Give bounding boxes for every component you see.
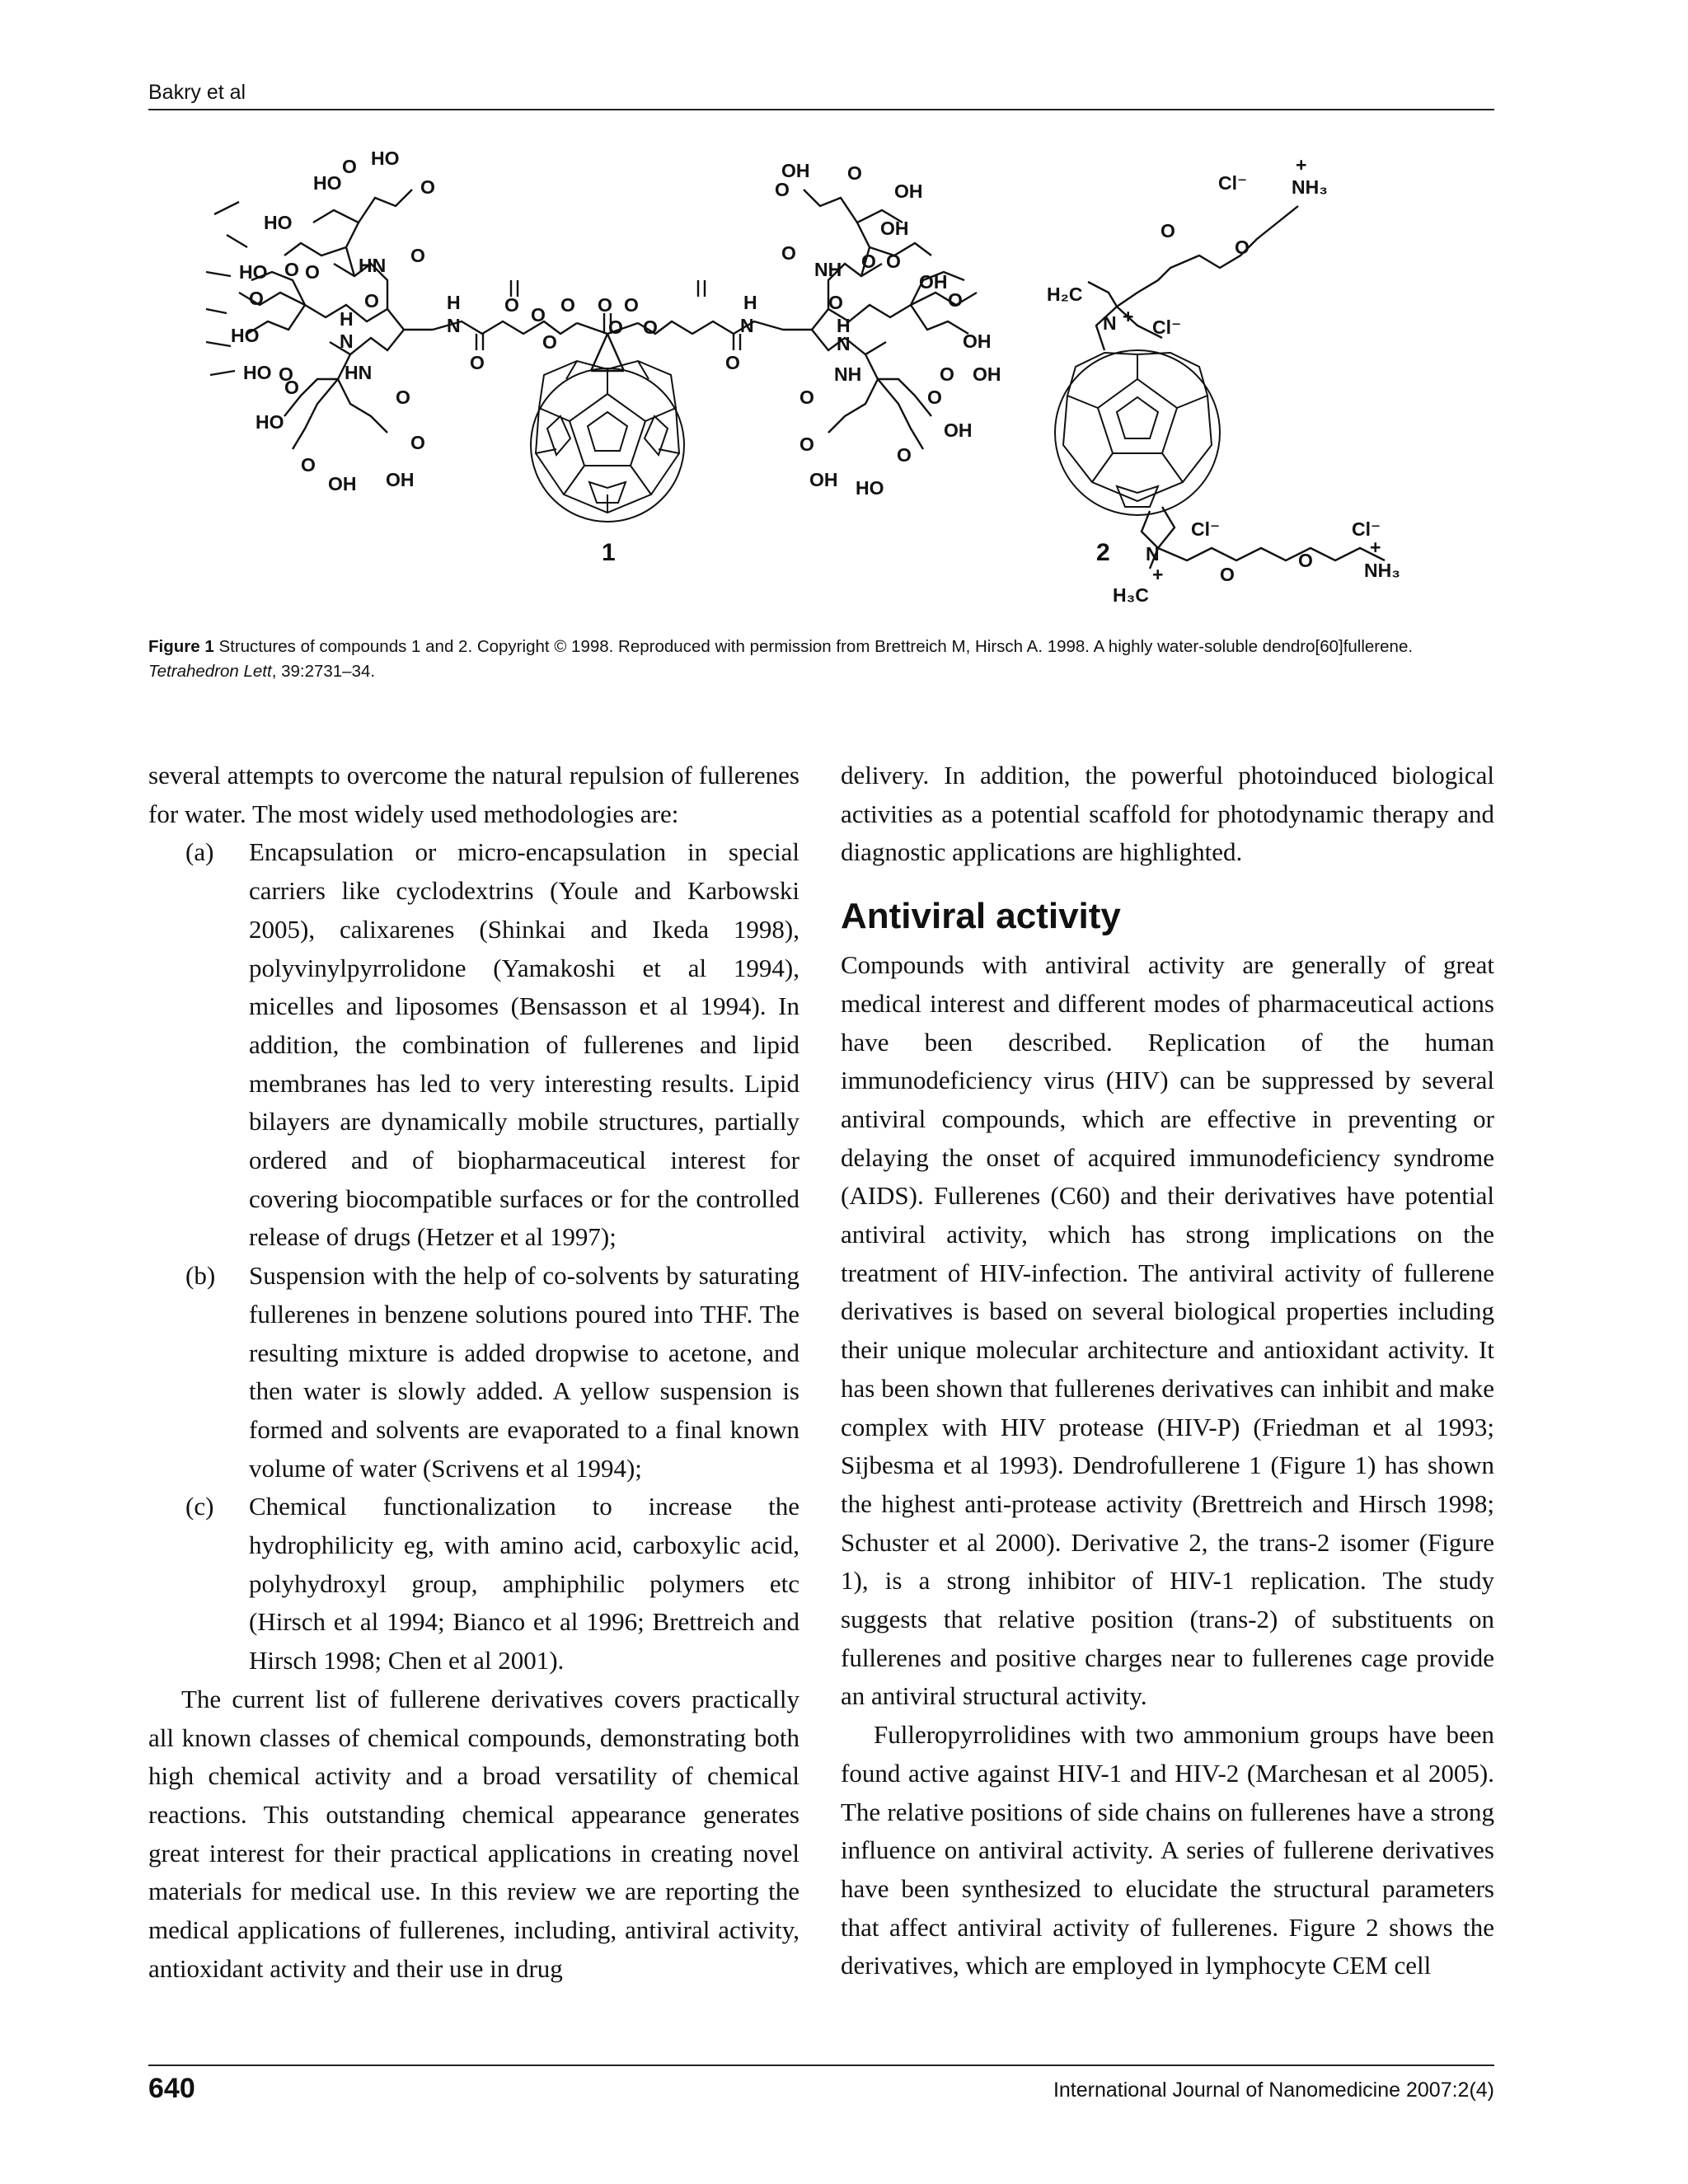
atom-label: OH xyxy=(880,218,909,239)
chemical-structures-diagram xyxy=(148,132,1494,626)
atom-label: OH xyxy=(919,271,948,293)
atom-label: O xyxy=(598,294,612,316)
atom-label: HO xyxy=(371,148,400,169)
list-item-b xyxy=(148,1257,799,1488)
atom-label: N xyxy=(837,333,851,354)
section-heading: Antiviral activity xyxy=(841,896,1121,937)
atom-label: + xyxy=(1370,537,1381,558)
compound-2-label: 2 xyxy=(1096,539,1110,566)
atom-label: H₃C xyxy=(1113,584,1149,606)
intro-paragraph: several attempts to overcome the natural repulsion of fullerenes for water. The most widely used methodologies are: xyxy=(148,761,799,828)
atom-label: O xyxy=(828,292,843,313)
atom-label: N xyxy=(1146,543,1160,565)
header-rule xyxy=(148,109,1494,110)
figure-caption-label: Figure 1 xyxy=(148,637,214,656)
atom-label: HO xyxy=(256,411,284,433)
figure-caption-text: Structures of compounds 1 and 2. Copyright © 1998. Reproduced with permission from Brettreich M, Hirsch A. 1998. A highly water-soluble dendro[60]fullerene. xyxy=(218,637,1414,656)
list-item-text: Suspension with the help of co-solvents by saturating fullerenes in benzene solutions poured into THF. The resulting mixture is added dropwise to acetone, and then water is slowly added. A yellow suspension is formed and solvents are evaporated to a final known volume of water (Scrivens et al 1994); xyxy=(249,1261,799,1483)
list-item-label: (a) xyxy=(185,837,214,867)
list-item-label: (b) xyxy=(185,1261,216,1291)
atom-label: O xyxy=(410,432,425,453)
atom-label: OH xyxy=(809,469,838,490)
atom-label: N xyxy=(740,315,754,336)
atom-label: OH xyxy=(963,330,992,352)
atom-label: O xyxy=(847,162,862,184)
atom-label: O xyxy=(948,289,963,311)
atom-label: O xyxy=(624,294,639,316)
running-head: Bakry et al xyxy=(148,81,246,104)
atom-label: O xyxy=(927,387,942,408)
atom-label: O xyxy=(725,352,740,373)
atom-label: O xyxy=(643,316,658,338)
atom-label: HO xyxy=(239,261,268,283)
atom-label: O xyxy=(364,290,379,312)
atom-label: H xyxy=(837,315,851,336)
atom-label: NH xyxy=(834,363,862,385)
atom-label: NH xyxy=(814,259,842,280)
atom-label: HO xyxy=(231,325,260,346)
atom-label: O xyxy=(799,434,814,455)
atom-label: HO xyxy=(856,477,884,499)
atom-label: + xyxy=(1296,154,1307,176)
atom-label: O xyxy=(608,316,623,338)
atom-label: O xyxy=(396,387,410,408)
compound-2-structure xyxy=(1055,206,1385,569)
atom-label: HN xyxy=(345,362,373,383)
figure-1 xyxy=(148,132,1494,626)
figure-caption xyxy=(148,635,1494,684)
atom-label: O xyxy=(940,363,954,385)
atom-label: O xyxy=(531,304,546,326)
atom-label: O xyxy=(284,259,299,280)
atom-label: O xyxy=(861,251,876,272)
atom-label: O xyxy=(1298,550,1313,571)
atom-label: O xyxy=(886,251,901,272)
body-paragraph: delivery. In addition, the powerful photoinduced biological activities as a potential scaffold for photodynamic therapy and diagnostic applications are highlighted. xyxy=(841,761,1494,867)
atom-label: NH₃ xyxy=(1364,560,1400,581)
compound-1-label: 1 xyxy=(602,539,616,566)
atom-label: + xyxy=(1152,564,1164,585)
atom-label: NH₃ xyxy=(1292,176,1328,198)
atom-label: O xyxy=(279,363,293,385)
body-paragraph: Compounds with antiviral activity are generally of great medical interest and different modes of pharmaceutical actions have been described. Replication of the human immunodeficiency virus (HIV) can be suppressed by several antiviral compounds, which are effective in preventing or delaying the onset of acquired immunodeficiency syndrome (AIDS). Fullerenes (C60) and their derivatives have potential antiviral activity, which has strong implications on the treatment of HIV-infection. The antiviral activity of fullerene derivatives is based on several biological properties including their unique molecular architecture and antioxidant activity. It has been shown that fullerenes derivatives can inhibit and make complex with HIV protease (HIV-P) (Friedman et al 1993; Sijbesma et al 1993). Dendrofullerene 1 (Figure 1) has shown the highest anti-protease activity (Brettreich and Hirsch 1998; Schuster et al 2000). Derivative 2, the trans-2 isomer (Figure 1), is a strong inhibitor of HIV-1 replication. The study suggests that relative position (trans-2) of substituents on fullerenes and positive charges near to fullerenes cage provide an antiviral structural activity. xyxy=(841,950,1494,1711)
atom-label: O xyxy=(560,294,575,316)
atom-label: O xyxy=(249,288,264,309)
atom-label: O xyxy=(305,261,320,283)
right-column xyxy=(841,757,1494,1985)
atom-label: Cl⁻ xyxy=(1152,316,1182,338)
atom-label: Cl⁻ xyxy=(1218,172,1248,194)
atom-label: O xyxy=(1220,564,1235,585)
list-item-a xyxy=(148,833,799,1257)
atom-label: HO xyxy=(243,362,272,383)
atom-label: N xyxy=(447,315,461,336)
atom-label: O xyxy=(420,176,435,198)
atom-label: O xyxy=(284,377,299,398)
atom-label: OH xyxy=(781,160,810,181)
atom-label: Cl⁻ xyxy=(1352,518,1381,540)
atom-label: OH xyxy=(944,419,973,441)
journal-footer: International Journal of Nanomedicine 2007:2(4) xyxy=(1053,2079,1494,2102)
body-paragraph: The current list of fullerene derivatives covers practically all known classes of chemical compounds, demonstrating both high chemical activity and a broad versatility of chemical reactions. This outstanding chemical appearance generates great interest for their practical applications in creating novel materials for medical use. In this review we are reporting the medical applications of fullerenes, including, antiviral activity, antioxidant activity and their use in drug xyxy=(148,1684,799,1983)
list-item-text: Chemical functionalization to increase the hydrophilicity eg, with amino acid, carboxylic acid, polyhydroxyl group, amphiphilic polymers etc (Hirsch et al 1994; Bianco et al 1996; Brettreich and Hirsch 1998; Chen et al 2001). xyxy=(249,1492,799,1675)
compound-1-right-dendron xyxy=(638,190,977,449)
atom-label: HO xyxy=(264,212,293,233)
atom-label: N xyxy=(340,330,354,352)
atom-label: H xyxy=(743,292,757,313)
left-column xyxy=(148,757,799,1989)
atom-label: HO xyxy=(313,172,342,194)
figure-caption-citation: , 39:2731–34. xyxy=(271,662,376,681)
footer-rule xyxy=(148,2064,1494,2066)
atom-label: O xyxy=(1160,220,1175,241)
atom-label: O xyxy=(504,294,519,316)
atom-label: O xyxy=(775,179,790,200)
atom-label: OH xyxy=(894,180,923,202)
compound-2-atom-labels xyxy=(1047,154,1400,606)
page-number: 640 xyxy=(148,2073,195,2104)
atom-label: H₂C xyxy=(1047,284,1083,305)
atom-label: OH xyxy=(328,473,357,494)
list-item-text: Encapsulation or micro-encapsulation in special carriers like cyclodextrins (Youle and Karbowski 2005), calixarenes (Shinkai and Ikeda 1998), polyvinylpyrrolidone (Yamakoshi et al 1994), micelles and liposomes (Bensasson et al 1994). In addition, the combination of fullerenes and lipid membranes has led to very interesting results. Lipid bilayers are dynamically mobile structures, partially ordered and of biopharmaceutical interest for covering biocompatible surfaces or for the controlled release of drugs (Hetzer et al 1997); xyxy=(249,837,799,1252)
atom-label: HN xyxy=(359,255,387,276)
atom-label: O xyxy=(342,156,357,177)
atom-label: OH xyxy=(973,363,1001,385)
atom-label: O xyxy=(470,352,485,373)
list-item-label: (c) xyxy=(185,1492,214,1521)
atom-label: Cl⁻ xyxy=(1191,518,1221,540)
atom-label: + xyxy=(1123,306,1134,327)
atom-label: O xyxy=(897,444,912,466)
atom-label: O xyxy=(781,242,796,264)
atom-label: H xyxy=(340,308,354,330)
atom-label: O xyxy=(542,331,557,353)
atom-label: OH xyxy=(386,469,415,490)
figure-caption-journal: Tetrahedron Lett xyxy=(148,662,272,681)
atom-label: H xyxy=(447,292,461,313)
atom-label: O xyxy=(301,454,316,476)
atom-label: O xyxy=(410,245,425,266)
list-item-c xyxy=(148,1488,799,1680)
body-paragraph: Fulleropyrrolidines with two ammonium groups have been found active against HIV-1 and HIV-2 (Marchesan et al 2005). The relative positions of side chains on fullerenes have a strong influence on antiviral activity. A series of fullerene derivatives have been synthesized to elucidate the structural parameters that affect antiviral activity of fullerenes. Figure 2 shows the derivatives, which are employed in lymphocyte CEM cell xyxy=(841,1720,1494,1980)
compound-1-left-dendron xyxy=(206,190,577,449)
atom-label: O xyxy=(799,387,814,408)
atom-label: O xyxy=(1235,237,1250,258)
atom-label: N xyxy=(1103,312,1117,334)
